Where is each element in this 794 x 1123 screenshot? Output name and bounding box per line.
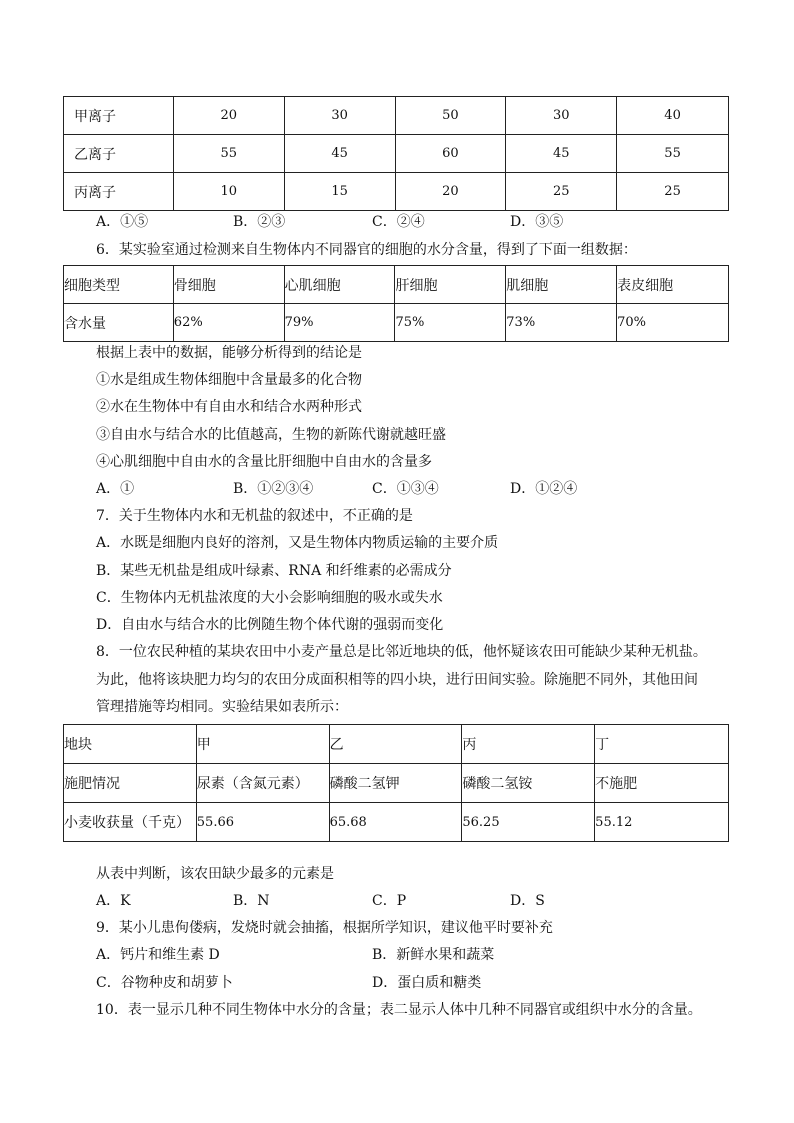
q6-statement-4: ④心肌细胞中自由水的含量比肝细胞中自由水的含量多 xyxy=(96,454,432,470)
table-cell: 小麦收获量（千克） xyxy=(64,803,197,842)
table-row xyxy=(64,135,729,173)
table-cell: 70% xyxy=(617,304,729,342)
q6-stem: 6．某实验室通过检测来自生物体内不同器官的细胞的水分含量，得到了下面一组数据： xyxy=(96,242,637,258)
table-header-cell: 表皮细胞 xyxy=(617,266,729,304)
q6-option-a: A．① xyxy=(96,481,135,497)
table-cell: 不施肥 xyxy=(595,764,729,803)
table-cell: 55 xyxy=(173,135,284,173)
table-row xyxy=(64,764,729,803)
table-header-cell: 丙 xyxy=(462,725,595,764)
table-cell: 62% xyxy=(173,304,284,342)
q6-option-b: B．①②③④ xyxy=(233,481,314,497)
q7-option-d: D．自由水与结合水的比例随生物个体代谢的强弱而变化 xyxy=(96,617,444,633)
q6-option-d: D．①②④ xyxy=(510,481,578,497)
q9-option-a: A．钙片和维生素 D xyxy=(96,947,220,963)
q10-stem: 10．表一显示几种不同生物体中水分的含量；表二显示人体中几种不同器官或组织中水分的含量。 xyxy=(96,1002,702,1018)
q6-statement-3: ③自由水与结合水的比值越高，生物的新陈代谢就越旺盛 xyxy=(96,427,446,443)
q6-question: 根据上表中的数据，能够分析得到的结论是 xyxy=(96,345,362,361)
q7-option-b: B．某些无机盐是组成叶绿素、RNA 和纤维素的必需成分 xyxy=(96,563,452,579)
table-cell: 30 xyxy=(284,97,395,135)
table-header-cell: 乙 xyxy=(329,725,462,764)
table-cell: 60 xyxy=(395,135,506,173)
ion-table xyxy=(63,96,729,211)
row-label: 甲离子 xyxy=(64,97,174,135)
q7-stem: 7．关于生物体内水和无机盐的叙述中，不正确的是 xyxy=(96,508,413,524)
table-row xyxy=(64,304,729,342)
q8-stem-line-2: 为此，他将该块肥力均匀的农田分成面积相等的四小块，进行田间实验。除施肥不同外，其他田间 xyxy=(96,672,698,688)
table-row xyxy=(64,97,729,135)
table-header-cell: 肝细胞 xyxy=(395,266,506,304)
table-cell: 含水量 xyxy=(64,304,174,342)
table-cell: 79% xyxy=(284,304,395,342)
q5-option-c: C．②④ xyxy=(372,214,425,230)
table-header-cell: 肌细胞 xyxy=(506,266,617,304)
table-cell: 20 xyxy=(173,97,284,135)
q9-option-d: D．蛋白质和糖类 xyxy=(372,975,482,991)
table-cell: 56.25 xyxy=(462,803,595,842)
q8-option-b: B．N xyxy=(233,893,270,909)
table-cell: 50 xyxy=(395,97,506,135)
table-header-cell: 骨细胞 xyxy=(173,266,284,304)
table-row xyxy=(64,803,729,842)
q9-option-c: C．谷物种皮和胡萝卜 xyxy=(96,975,233,991)
table-cell: 10 xyxy=(173,173,284,211)
table-header-row xyxy=(64,266,729,304)
q5-option-d: D．③⑤ xyxy=(510,214,564,230)
table-cell: 25 xyxy=(617,173,729,211)
q6-option-c: C．①③④ xyxy=(372,481,439,497)
q6-statement-1: ①水是组成生物体细胞中含量最多的化合物 xyxy=(96,372,362,388)
table-cell: 65.68 xyxy=(329,803,462,842)
q7-option-c: C．生物体内无机盐浓度的大小会影响细胞的吸水或失水 xyxy=(96,590,443,606)
table-cell: 20 xyxy=(395,173,506,211)
table-cell: 73% xyxy=(506,304,617,342)
q8-option-c: C．P xyxy=(372,893,407,909)
table-header-row xyxy=(64,725,729,764)
q9-stem: 9．某小儿患佝偻病，发烧时就会抽搐，根据所学知识，建议他平时要补充 xyxy=(96,920,553,936)
q5-option-b: B．②③ xyxy=(233,214,286,230)
table-header-cell: 地块 xyxy=(64,725,197,764)
table-cell: 75% xyxy=(395,304,506,342)
table-cell: 15 xyxy=(284,173,395,211)
q7-option-a: A．水既是细胞内良好的溶剂，又是生物体内物质运输的主要介质 xyxy=(96,535,499,551)
table-cell: 55.66 xyxy=(196,803,329,842)
table-row xyxy=(64,173,729,211)
q8-option-d: D．S xyxy=(510,893,545,909)
q8-question: 从表中判断，该农田缺少最多的元素是 xyxy=(96,866,334,882)
table-cell: 25 xyxy=(506,173,617,211)
table-cell: 55 xyxy=(617,135,729,173)
table-cell: 40 xyxy=(617,97,729,135)
q8-option-a: A．K xyxy=(96,893,131,909)
table-cell: 施肥情况 xyxy=(64,764,197,803)
table-cell: 磷酸二氢铵 xyxy=(462,764,595,803)
q6-statement-2: ②水在生物体中有自由水和结合水两种形式 xyxy=(96,399,362,415)
table-header-cell: 丁 xyxy=(595,725,729,764)
row-label: 丙离子 xyxy=(64,173,174,211)
water-content-table xyxy=(63,265,729,342)
row-label: 乙离子 xyxy=(64,135,174,173)
table-cell: 尿素（含氮元素） xyxy=(196,764,329,803)
table-cell: 45 xyxy=(284,135,395,173)
table-cell: 55.12 xyxy=(595,803,729,842)
q5-option-a: A．①⑤ xyxy=(96,214,149,230)
table-cell: 45 xyxy=(506,135,617,173)
table-header-cell: 心肌细胞 xyxy=(284,266,395,304)
table-cell: 磷酸二氢钾 xyxy=(329,764,462,803)
q9-option-b: B．新鲜水果和蔬菜 xyxy=(372,947,495,963)
table-header-cell: 细胞类型 xyxy=(64,266,174,304)
q8-stem-line-1: 8．一位农民种植的某块农田中小麦产量总是比邻近地块的低，他怀疑该农田可能缺少某种无机盐。 xyxy=(96,644,707,660)
fertilizer-table xyxy=(63,724,729,842)
table-header-cell: 甲 xyxy=(196,725,329,764)
q8-stem-line-3: 管理措施等均相同。实验结果如表所示： xyxy=(96,699,348,715)
table-cell: 30 xyxy=(506,97,617,135)
